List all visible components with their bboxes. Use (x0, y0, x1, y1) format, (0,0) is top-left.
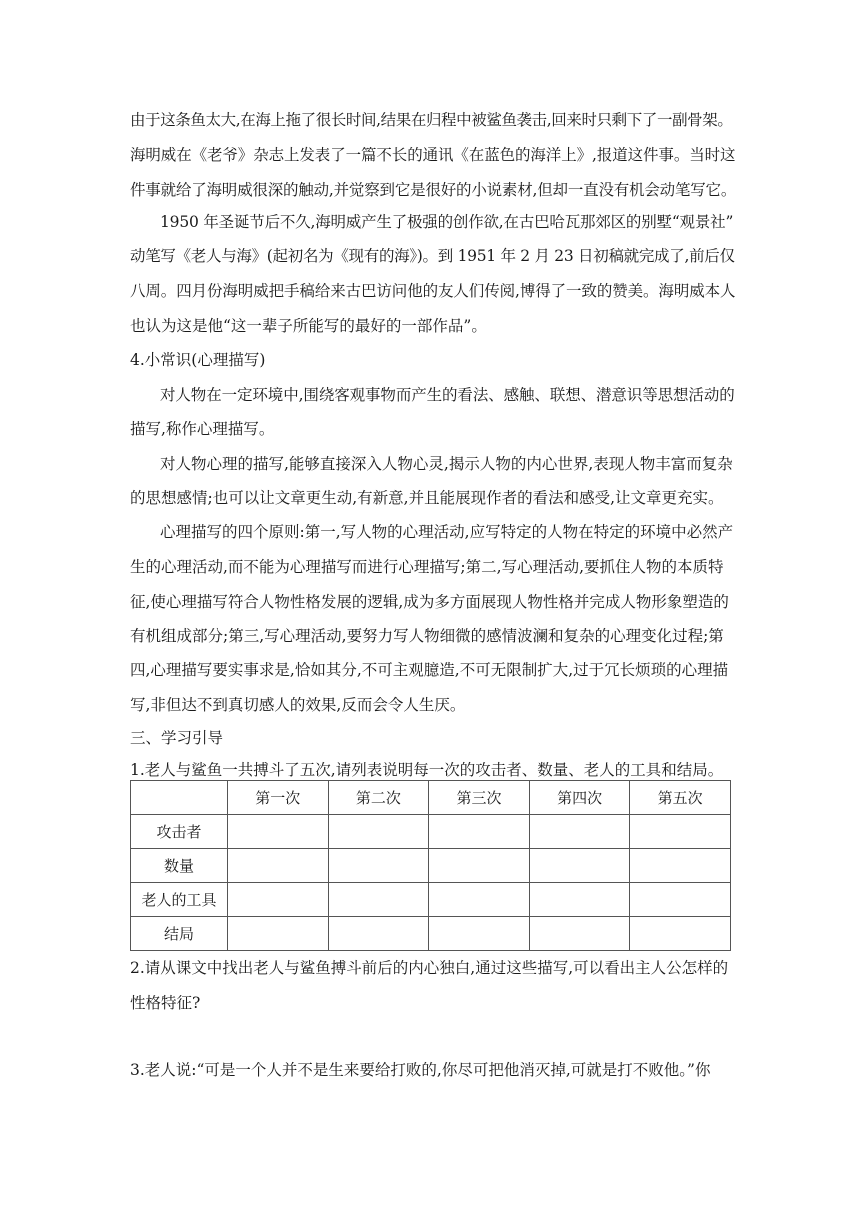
text-line: 的思想感情;也可以让文章更生动,有新意,并且能展现作者的看法和感受,让文章更充实。 (130, 489, 724, 507)
table-row (131, 849, 731, 883)
table-header-cell: 第二次 (328, 781, 429, 815)
row-label: 数量 (131, 849, 228, 883)
answer-cell[interactable] (429, 917, 530, 951)
text-line: 八周。四月份海明威把手稿给来古巴访问他的友人们传阅,博得了一致的赞美。海明威本人 (130, 282, 736, 300)
table-header-cell: 第四次 (529, 781, 630, 815)
answer-cell[interactable] (429, 883, 530, 917)
answer-cell[interactable] (228, 849, 329, 883)
answer-table (130, 780, 731, 951)
answer-cell[interactable] (429, 815, 530, 849)
answer-cell[interactable] (328, 815, 429, 849)
table-row (131, 883, 731, 917)
answer-cell[interactable] (228, 917, 329, 951)
text-line: 对人物在一定环境中,围绕客观事物而产生的看法、感触、联想、潜意识等思想活动的 (160, 386, 735, 404)
answer-cell[interactable] (529, 815, 630, 849)
row-label: 结局 (131, 917, 228, 951)
table-row (131, 815, 731, 849)
answer-cell[interactable] (328, 917, 429, 951)
answer-cell[interactable] (630, 917, 731, 951)
text-line: 有机组成部分;第三,写心理活动,要努力写人物细微的感情波澜和复杂的心理变化过程;第 (130, 627, 724, 645)
question-3: 3.老人说:“可是一个人并不是生来要给打败的,你尽可把他消灭掉,可就是打不败他。”你 (130, 1061, 711, 1079)
text-line: 海明威在《老爷》杂志上发表了一篇不长的通讯《在蓝色的海洋上》,报道这件事。当时这 (130, 146, 736, 164)
text-line: 征,使心理描写符合人物性格发展的逻辑,成为多方面展现人物性格并完成人物形象塑造的 (130, 593, 729, 611)
text-line: 动笔写《老人与海》(起初名为《现有的海》)。到 1951 年 2 月 23 日初稿就完成了,前后仅 (130, 247, 735, 265)
table-header-cell: 第三次 (429, 781, 530, 815)
question-1: 1.老人与鲨鱼一共搏斗了五次,请列表说明每一次的攻击者、数量、老人的工具和结局。 (130, 761, 724, 779)
answer-cell[interactable] (429, 849, 530, 883)
answer-cell[interactable] (529, 883, 630, 917)
answer-cell[interactable] (630, 883, 731, 917)
table-header-cell: 第一次 (228, 781, 329, 815)
row-label: 老人的工具 (131, 883, 228, 917)
answer-cell[interactable] (228, 883, 329, 917)
answer-cell[interactable] (328, 883, 429, 917)
answer-cell[interactable] (328, 849, 429, 883)
answer-cell[interactable] (529, 849, 630, 883)
answer-cell[interactable] (228, 815, 329, 849)
answer-cell[interactable] (529, 917, 630, 951)
text-line: 1950 年圣诞节后不久,海明威产生了极强的创作欲,在古巴哈瓦那郊区的别墅“观景社” (160, 213, 734, 231)
text-line: 生的心理活动,而不能为心理描写而进行心理描写;第二,写心理活动,要抓住人物的本质特 (130, 558, 724, 576)
question-2: 2.请从课文中找出老人与鲨鱼搏斗前后的内心独白,通过这些描写,可以看出主人公怎样的 (130, 959, 729, 977)
text-line: 写,非但达不到真切感人的效果,反而会令人生厌。 (130, 696, 466, 714)
text-line: 心理描写的四个原则:第一,写人物的心理活动,应写特定的人物在特定的环境中必然产 (160, 523, 734, 541)
text-line: 描写,称作心理描写。 (130, 420, 275, 438)
table-header-cell: 第五次 (630, 781, 731, 815)
text-line: 性格特征? (130, 994, 201, 1012)
text-line: 也认为这是他“这一辈子所能写的最好的一部作品”。 (130, 317, 487, 335)
answer-cell[interactable] (630, 849, 731, 883)
answer-cell[interactable] (630, 815, 731, 849)
table-header-row (131, 781, 731, 815)
text-line: 件事就给了海明威很深的触动,并觉察到它是很好的小说素材,但却一直没有机会动笔写它。 (130, 181, 737, 199)
text-line: 由于这条鱼太大,在海上拖了很长时间,结果在归程中被鲨鱼袭击,回来时只剩下了一副骨架。 (130, 111, 733, 129)
table-header-cell (131, 781, 228, 815)
table-row (131, 917, 731, 951)
row-label: 攻击者 (131, 815, 228, 849)
section-heading: 三、学习引导 (130, 729, 224, 747)
text-line: 对人物心理的描写,能够直接深入人物心灵,揭示人物的内心世界,表现人物丰富而复杂 (160, 455, 733, 473)
section-heading: 4.小常识(心理描写) (130, 351, 266, 369)
text-line: 四,心理描写要实事求是,恰如其分,不可主观臆造,不可无限制扩大,过于冗长烦琐的心理描 (130, 661, 729, 679)
